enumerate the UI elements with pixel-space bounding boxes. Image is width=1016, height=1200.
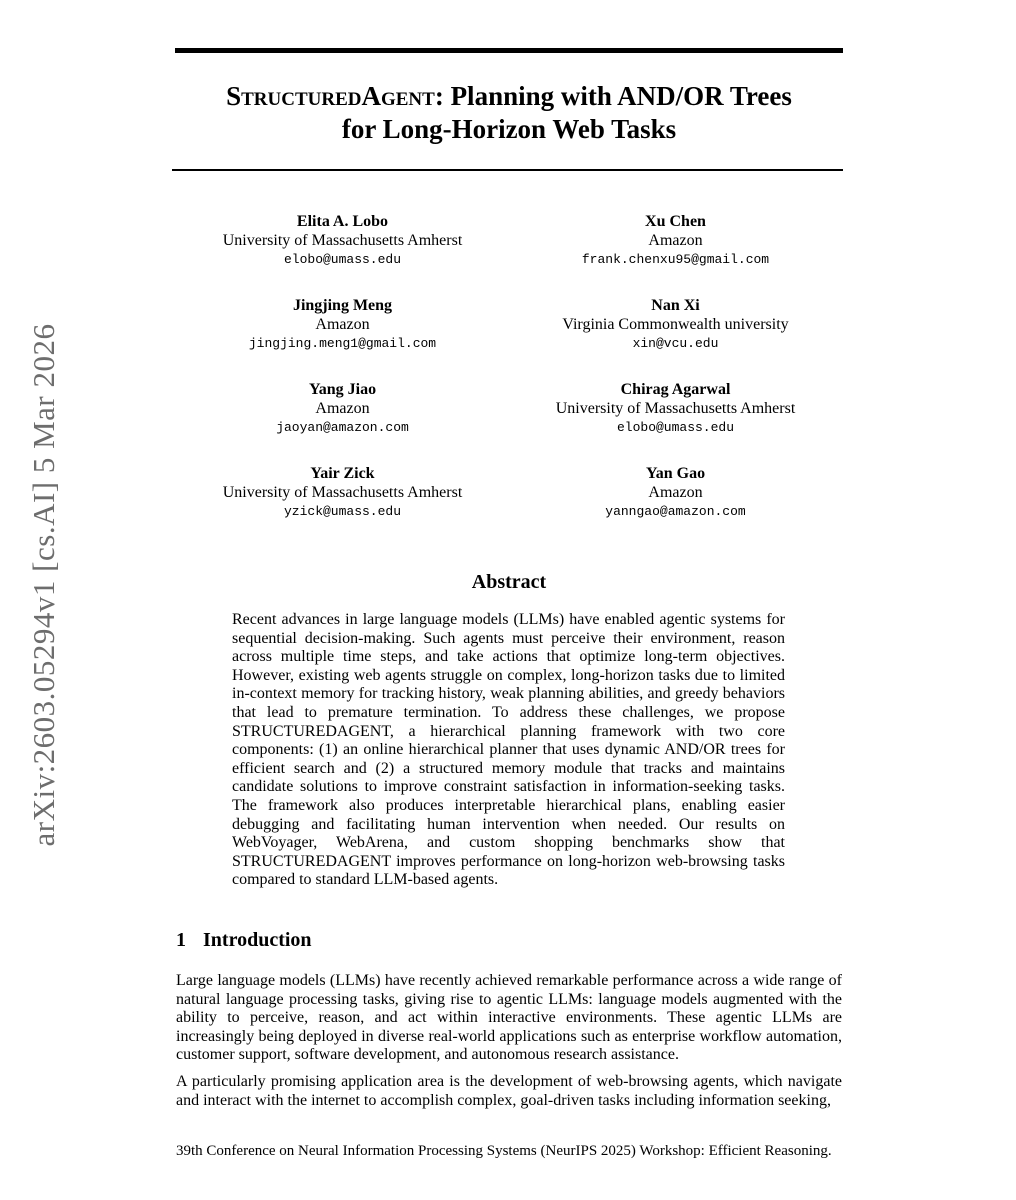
author-name: Yair Zick	[310, 465, 375, 482]
section-heading-introduction	[176, 929, 312, 952]
author-name: Chirag Agarwal	[620, 381, 731, 398]
author-affiliation: University of Massachusetts Amherst	[222, 232, 463, 249]
title-rule-top	[175, 48, 843, 53]
arxiv-watermark: arXiv:2603.05294v1 [cs.AI] 5 Mar 2026	[26, 323, 61, 847]
author-affiliation: University of Massachusetts Amherst	[222, 484, 463, 501]
paper-title	[146, 80, 872, 146]
author-name: Yan Gao	[645, 465, 706, 482]
author-block	[176, 296, 509, 353]
author-email: elobo@umass.edu	[616, 420, 735, 435]
title-line2: for Long-Horizon Web Tasks	[341, 114, 677, 144]
section-title: Introduction	[203, 929, 312, 951]
author-name: Xu Chen	[645, 213, 706, 230]
intro-paragraph: Large language models (LLMs) have recently achieved remarkable performance across a wide range of natural language processing tasks, giving rise to agentic LLMs: language models augmented with the ability to perceive, reason, and act within interactive environments. These agentic LLMs are increasingly being deployed in diverse real-world applications such as enterprise workflow automation, customer support, software development, and autonomous research assistance.	[176, 972, 842, 1064]
title-rule-bottom	[172, 169, 843, 171]
author-name: Nan Xi	[651, 297, 700, 314]
conference-footnote: 39th Conference on Neural Information Processing Systems (NeurIPS 2025) Workshop: Efficient Reasoning.	[176, 1143, 832, 1159]
title-smallcaps: StructuredAgent	[226, 81, 435, 111]
author-block	[509, 296, 842, 353]
author-email: jaoyan@amazon.com	[276, 420, 409, 435]
author-email: xin@vcu.edu	[632, 336, 719, 351]
author-block	[509, 464, 842, 521]
author-block	[176, 464, 509, 521]
author-email: yanngao@amazon.com	[605, 504, 746, 519]
abstract-text: Recent advances in large language models (LLMs) have enabled agentic systems for sequential decision-making. Such agents must perceive their environment, reason across multiple time steps, and take actions that optimize long-term objectives. However, existing web agents struggle on complex, long-horizon tasks due to limited in-context memory for tracking history, weak planning abilities, and greedy behaviors that lead to premature termination. To address these challenges, we propose STRUCTUREDAGENT, a hierarchical planning framework with two core components: (1) an online hierarchical planner that uses dynamic AND/OR trees for efficient search and (2) a structured memory module that tracks and maintains candidate solutions to improve constraint satisfaction in information-seeking tasks. The framework also produces interpretable hierarchical plans, enabling easier debugging and facilitating human intervention when needed. Our results on WebVoyager, WebArena, and custom shopping benchmarks show that STRUCTUREDAGENT improves performance on long-horizon web-browsing tasks compared to standard LLM-based agents.	[232, 611, 785, 889]
author-affiliation: Amazon	[648, 484, 703, 501]
author-email: yzick@umass.edu	[283, 504, 402, 519]
author-block	[509, 380, 842, 437]
author-affiliation: Amazon	[648, 232, 703, 249]
intro-paragraph: A particularly promising application area is the development of web-browsing agents, which navigate and interact with the internet to accomplish complex, goal-driven tasks including information seeking,	[176, 1073, 842, 1109]
author-name: Elita A. Lobo	[296, 213, 389, 230]
author-name: Jingjing Meng	[292, 297, 393, 314]
author-block	[509, 212, 842, 269]
author-email: elobo@umass.edu	[283, 252, 402, 267]
author-affiliation: Amazon	[315, 400, 370, 417]
section-number: 1	[176, 929, 186, 951]
author-affiliation: Amazon	[315, 316, 370, 333]
title-rest: : Planning with AND/OR Trees	[434, 81, 792, 111]
author-email: frank.chenxu95@gmail.com	[581, 252, 770, 267]
author-email: jingjing.meng1@gmail.com	[248, 336, 437, 351]
abstract-heading: Abstract	[471, 571, 547, 593]
author-block	[176, 212, 509, 269]
author-block	[176, 380, 509, 437]
author-name: Yang Jiao	[308, 381, 377, 398]
author-grid	[176, 212, 842, 521]
author-affiliation: Virginia Commonwealth university	[562, 316, 789, 333]
author-affiliation: University of Massachusetts Amherst	[555, 400, 796, 417]
